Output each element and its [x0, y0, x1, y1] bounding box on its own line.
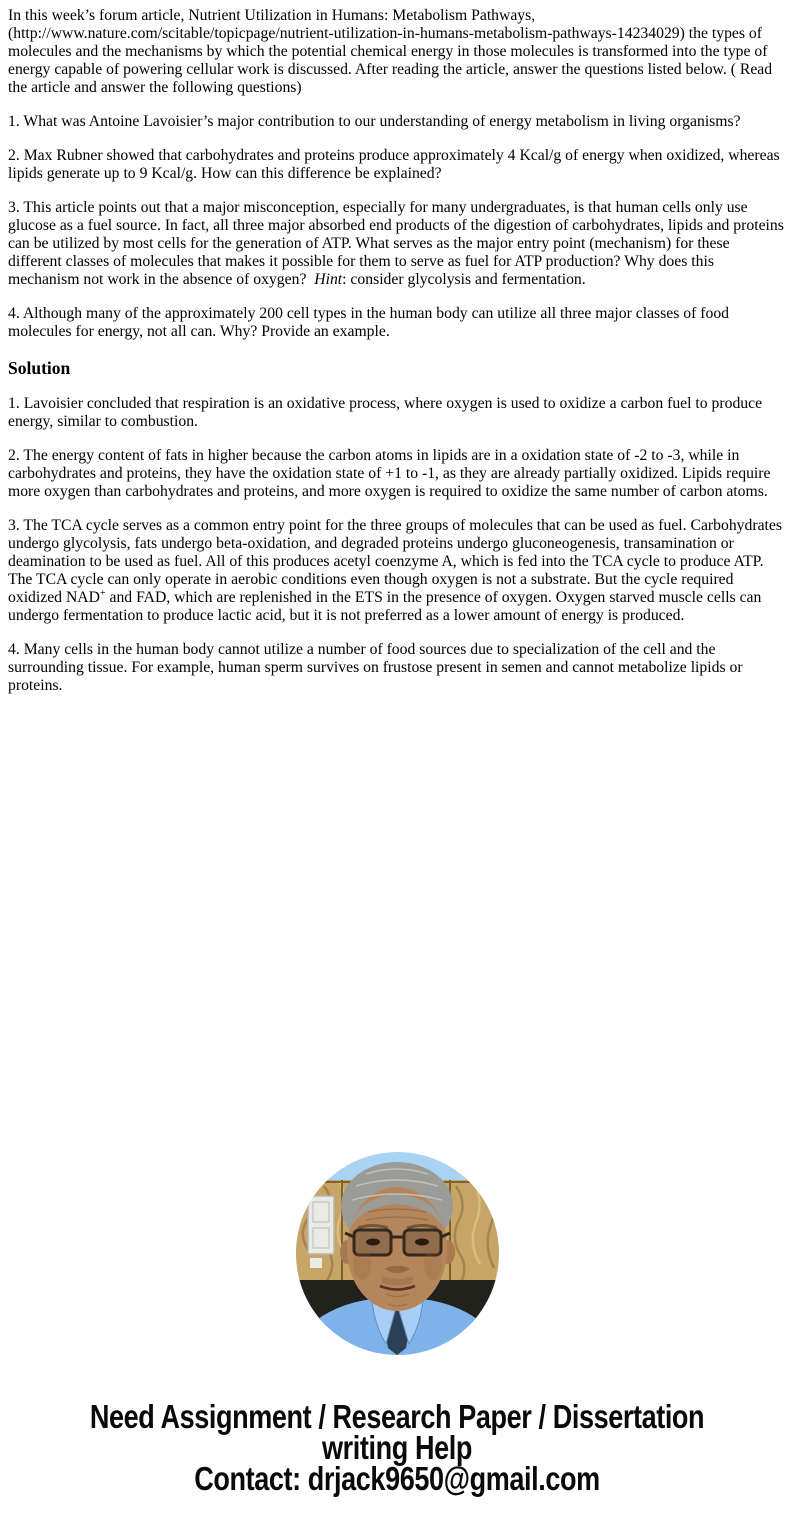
solution-3-text: 3. The TCA cycle serves as a common entry point for the three groups of molecules that can be used as fuel. Carbohydrates undergo glycolysis, fats undergo beta-oxidation, and degraded proteins undergo gluconeogenesis, transamination or deamination to be used as fuel. All of this produces acetyl coenzyme A, which is fed into the TCA cycle to produce ATP. The TCA cycle can only operate in aerobic conditions even though oxygen is not a substrate. But the cycle required oxidized NAD — [8, 517, 782, 606]
cheek-shadow-left — [353, 1248, 371, 1280]
cheek-shadow-right — [424, 1248, 442, 1280]
solution-3-text-rest: and FAD, which are replenished in the ETS in the presence of oxygen. Oxygen starved muscle cells can undergo fermentation to produce lactic acid, but it is not preferred as a lower amount of energy is produced. — [8, 589, 762, 624]
question-3-hint-rest: : consider glycolysis and fermentation. — [342, 271, 586, 288]
footer-help-text — [0, 1398, 794, 1497]
question-3 — [8, 199, 786, 289]
question-4: 4. Although many of the approximately 200 cell types in the human body can utilize all three major classes of food molecules for energy, not all can. Why? Provide an example. — [8, 305, 730, 340]
solution-1: 1. Lavoisier concluded that respiration is an oxidative process, where oxygen is used to oxidize a carbon fuel to produce energy, similar to combustion. — [8, 395, 763, 430]
solution-2: 2. The energy content of fats in higher because the carbon atoms in lipids are in a oxidation state of -2 to -3, while in carbohydrates and proteins, they have the oxidation state of +1 to -1, as they are already partially oxidized. Lipids require more oxygen than carbohydrates and proteins, and more oxygen is required to oxidize the same number of carbon atoms. — [8, 447, 771, 500]
footer-contact-email: Contact: drjack9650@gmail.com — [194, 1460, 600, 1497]
article-body — [0, 0, 794, 695]
eye-right — [415, 1239, 429, 1246]
solution-heading: Solution — [8, 358, 71, 378]
nad-superscript: + — [99, 588, 106, 599]
question-1: 1. What was Antoine Lavoisier’s major contribution to our understanding of energy metabolism in living organisms? — [8, 113, 741, 130]
hint-label: Hint — [314, 271, 343, 288]
footer-line-2: writing Help — [322, 1429, 472, 1466]
solution-3 — [8, 517, 786, 625]
profile-photo — [296, 1152, 499, 1355]
question-2: 2. Max Rubner showed that carbohydrates and proteins produce approximately 4 Kcal/g of energy when oxidized, whereas lipids generate up to 9 Kcal/g. How can this difference be explained? — [8, 147, 780, 182]
eye-left — [366, 1239, 380, 1246]
profile-photo-image — [296, 1152, 499, 1355]
question-3-text: 3. This article points out that a major misconception, especially for many undergraduates, is that human cells only use glucose as a fuel source. In fact, all three major absorbed end products of the digestion of carbohydrates, lipids and proteins can be utilized by most cells for the generation of ATP. What serves as the major entry point (mechanism) for these different classes of molecules that makes it possible for them to serve as fuel for ATP production? Why does this mechanism not work in the absence of oxygen? — [8, 199, 784, 288]
intro-paragraph: In this week’s forum article, Nutrient Utilization in Humans: Metabolism Pathways, (http://www.nature.com/scitable/topicpage/nutrient-utilization-in-humans-metabolism-pathways-14234029) the types of molecules and the mechanisms by which the potential chemical energy in those molecules is transformed into the type of energy capable of powering cellular work is discussed. After reading the article, answer the questions listed below. ( Read the article and answer the following questions) — [8, 7, 773, 96]
solution-4: 4. Many cells in the human body cannot utilize a number of food sources due to specialization of the cell and the surrounding tissue. For example, human sperm survives on frustose present in semen and cannot metabolize lipids or proteins. — [8, 641, 743, 694]
footer-line-1: Need Assignment / Research Paper / Dissertation — [89, 1398, 705, 1435]
